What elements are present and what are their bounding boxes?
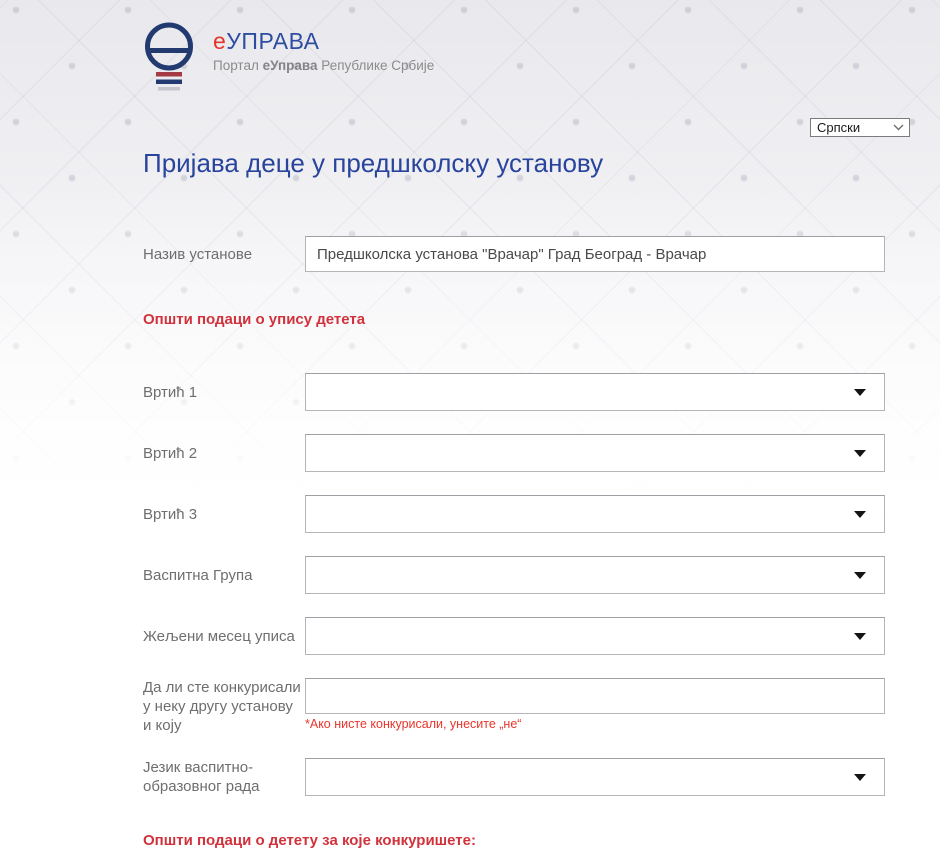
- tagline-prefix: Портал: [213, 58, 263, 73]
- caret-down-icon: [854, 450, 866, 457]
- vrtic-2-row: [143, 434, 885, 472]
- other-institution-input[interactable]: [305, 678, 885, 714]
- tagline-suffix: Републике Србије: [317, 58, 435, 73]
- logo-text: [213, 21, 434, 73]
- brand-tagline: [213, 58, 434, 73]
- vaspitna-grupa-label: Васпитна Група: [143, 566, 253, 584]
- vrtic-1-label: Вртић 1: [143, 383, 198, 401]
- work-language-select[interactable]: [305, 758, 885, 796]
- vaspitna-grupa-row: [143, 556, 885, 594]
- vrtic-3-label: Вртић 3: [143, 505, 198, 523]
- enrollment-month-label: Жељени месец уписа: [143, 627, 295, 645]
- language-select-value: Српски: [817, 120, 861, 135]
- other-institution-label: Да ли сте конкурисали у неку другу установу и коју: [143, 679, 301, 734]
- brand-rest: УПРАВА: [226, 28, 320, 54]
- work-language-row: [143, 758, 885, 796]
- page-title: Пријава деце у предшколску установу: [143, 148, 604, 178]
- institution-row: [143, 236, 885, 272]
- caret-down-icon: [854, 774, 866, 781]
- institution-label: Назив установе: [143, 245, 253, 263]
- caret-down-icon: [854, 511, 866, 518]
- vrtic-1-select[interactable]: [305, 373, 885, 411]
- vrtic-3-row: [143, 495, 885, 533]
- caret-down-icon: [854, 633, 866, 640]
- work-language-label: Језик васпитно-образовног рада: [143, 759, 260, 795]
- brand-name: [213, 28, 320, 54]
- other-institution-row: [143, 678, 885, 735]
- euprava-lightbulb-e-icon: [143, 21, 195, 98]
- institution-input[interactable]: [305, 236, 885, 272]
- language-selector-row: [0, 118, 940, 137]
- vaspitna-grupa-select[interactable]: [305, 556, 885, 594]
- section-heading-child: Општи подаци о детету за које конкуришете:: [143, 832, 476, 849]
- euprava-logo[interactable]: [143, 21, 434, 98]
- page-header: [0, 0, 940, 98]
- tagline-bold: еУправа: [262, 58, 318, 73]
- caret-down-icon: [854, 389, 866, 396]
- brand-accent-letter: е: [213, 28, 227, 54]
- vrtic-2-label: Вртић 2: [143, 444, 198, 462]
- other-institution-note: *Ако нисте конкурисали, унесите „не“: [305, 717, 522, 731]
- preschool-application-form: [143, 236, 885, 849]
- vrtic-2-select[interactable]: [305, 434, 885, 472]
- section-heading-enrollment: Општи подаци о упису детета: [143, 311, 366, 328]
- vrtic-3-select[interactable]: [305, 495, 885, 533]
- enrollment-month-row: [143, 617, 885, 655]
- enrollment-month-select[interactable]: [305, 617, 885, 655]
- language-select[interactable]: [810, 118, 910, 137]
- vrtic-1-row: [143, 373, 885, 411]
- chevron-down-icon: [893, 124, 904, 131]
- caret-down-icon: [854, 572, 866, 579]
